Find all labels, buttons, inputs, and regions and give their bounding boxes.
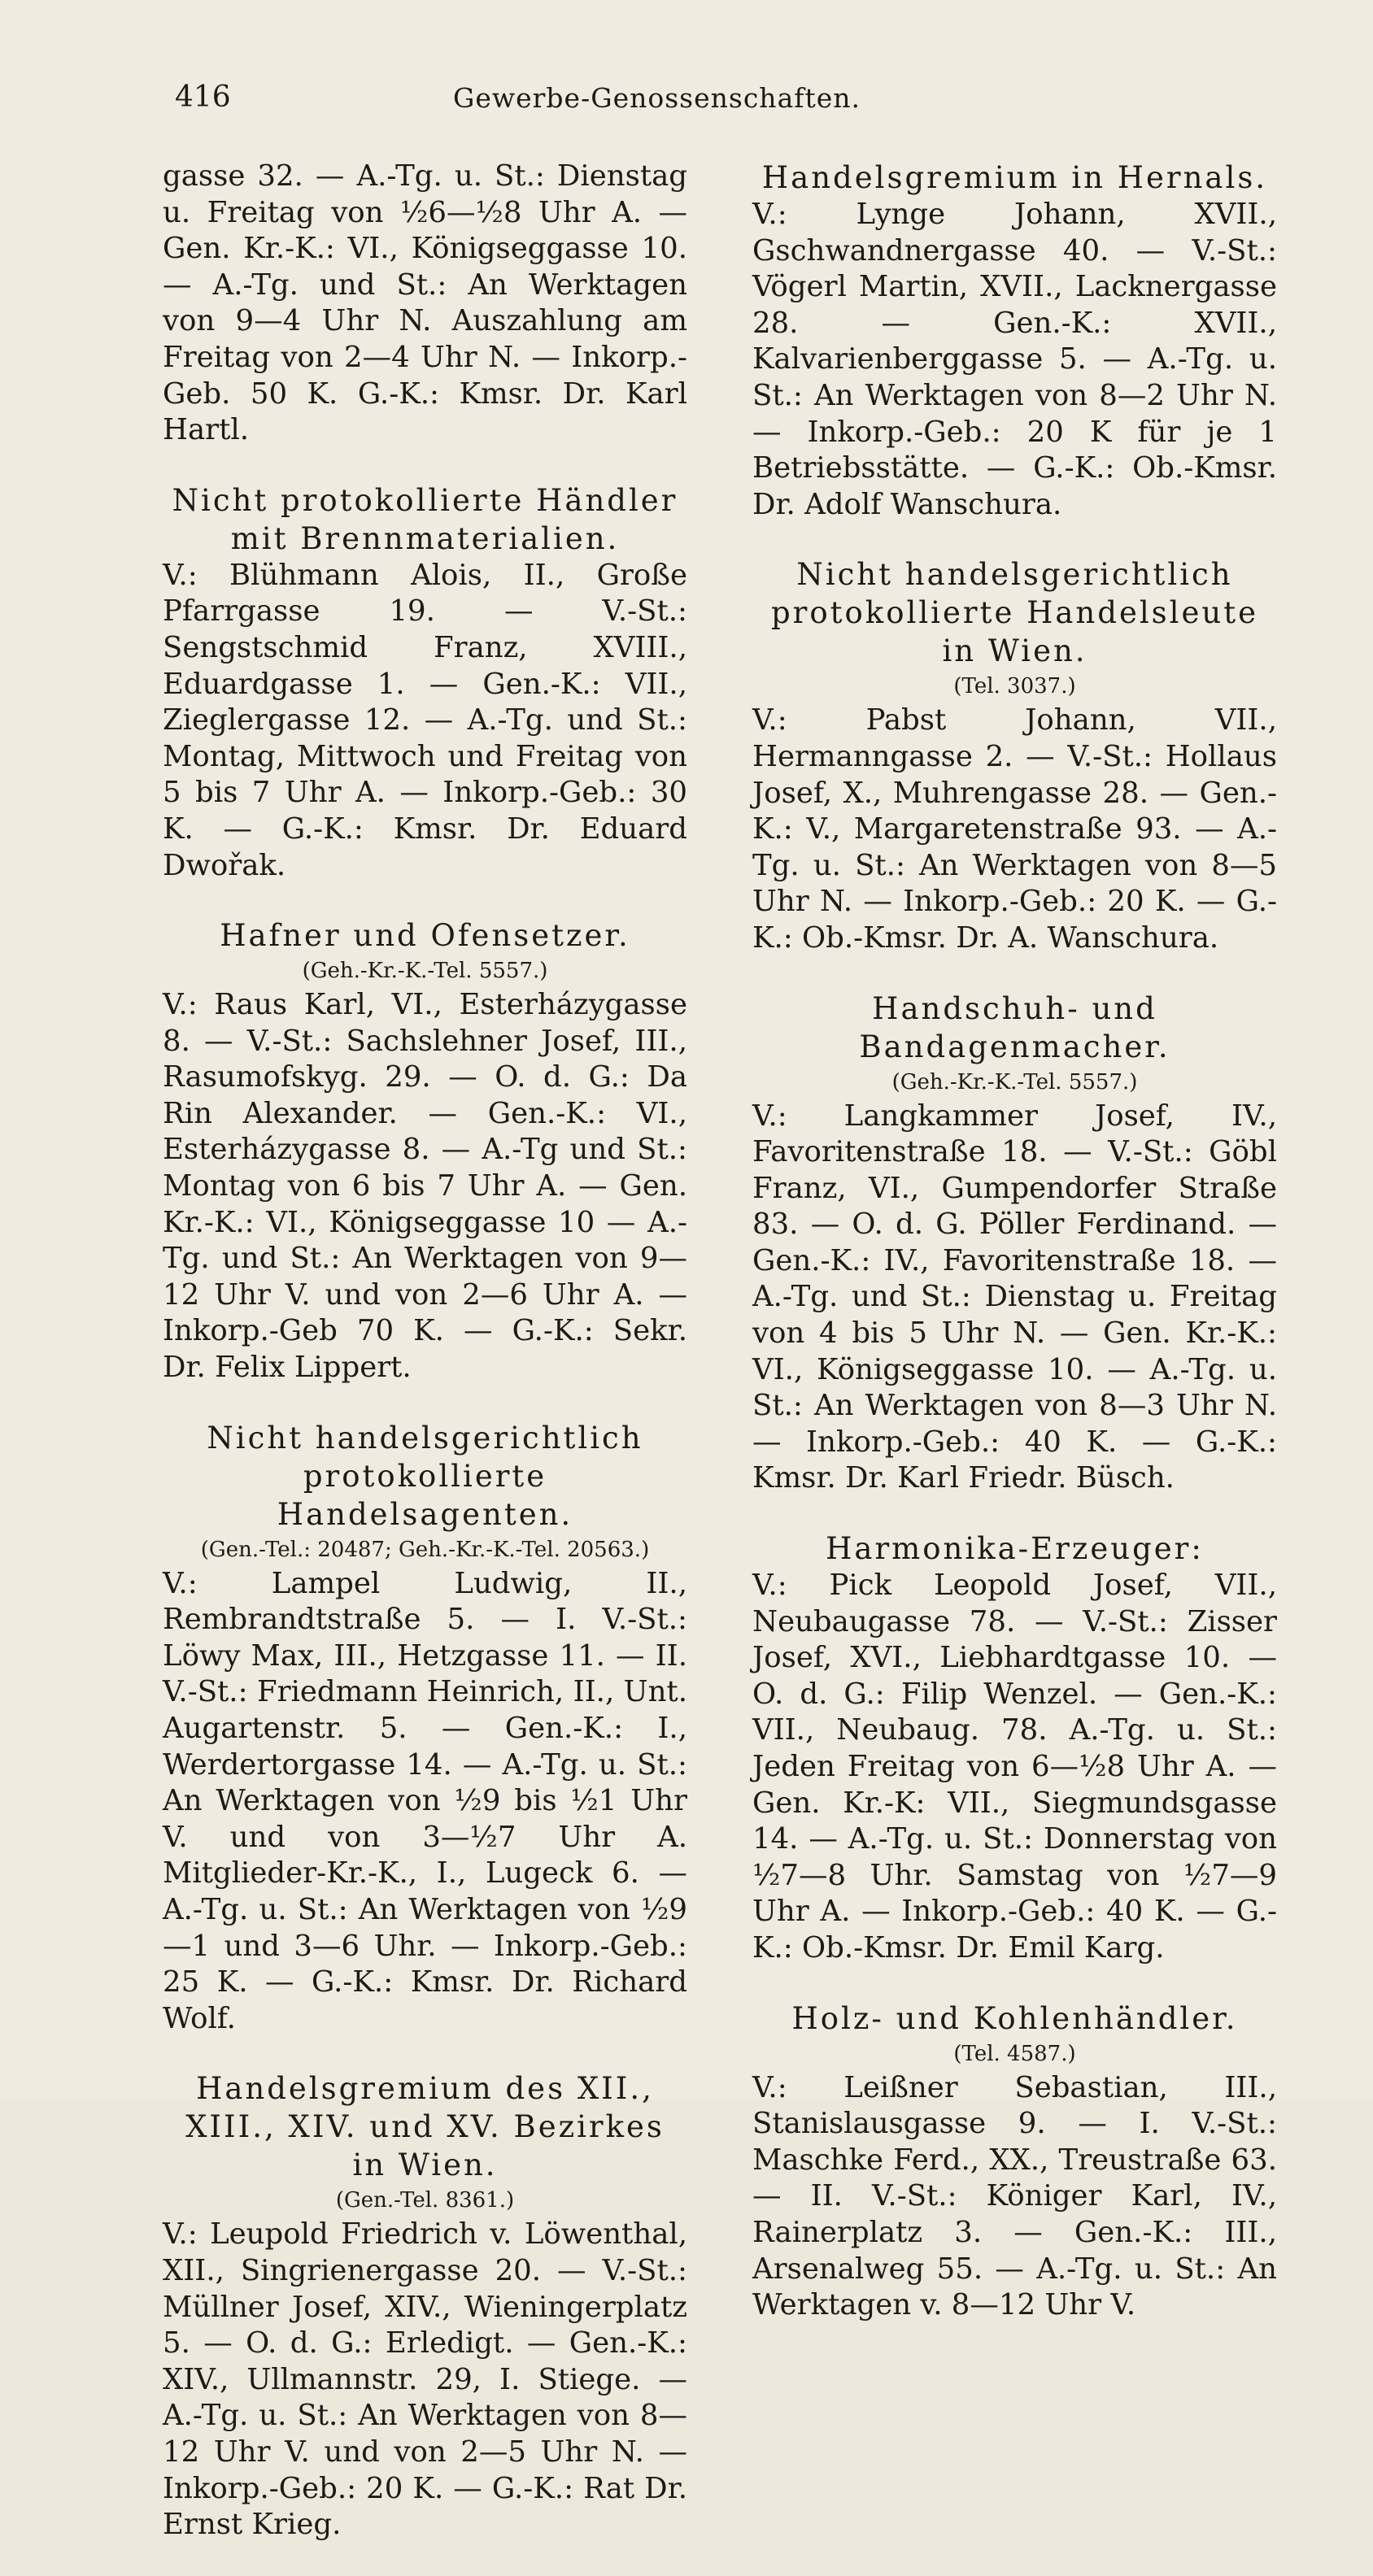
entry-body: V.: Pabst Johann, VII., Hermanngasse 2. — V.-St.: Hollaus Josef, X., Muhrengasse 28. — Gen.-K.: V., Margaretenstraße 93. — A.-Tg. u. St.: An Werktagen von 8—5 Uhr N. — Inkorp.-Geb.: 20 K. — G.-K.: Ob.-Kmsr. Dr. A. Wanschura. (752, 703, 1277, 955)
section-hafner (163, 916, 687, 1386)
section-heading: Nicht handelsgerichtlich protokollierte Handelsagenten. (207, 1420, 643, 1532)
section-heading: Handschuh- und Bandagenmacher. (859, 990, 1170, 1064)
section-heading: Handelsgremium in Hernals. (761, 160, 1268, 195)
telephone-line: (Tel. 4587.) (953, 2041, 1076, 2066)
entry-body: V.: Pick Leopold Josef, VII., Neubaugasse 78. — V.-St.: Zisser Josef, XVI., Liebhardtgasse 10. — O. d. G.: Filip Wenzel. — Gen.-K.: VII., Neubaug. 78. A.-Tg. u. St.: Jeden Freitag von 6—½8 Uhr A. — Gen. Kr.-K: VII., Siegmundsgasse 14. — A.-Tg. u. St.: Donnerstag von ½7—8 Uhr. Samstag von ½7—9 Uhr A. — Inkorp.-Geb.: 40 K. — G.-K.: Ob.-Kmsr. Dr. Emil Karg. (752, 1569, 1277, 1965)
section-heading: Handelsgremium des XII., XIII., XIV. und XV. Bezirkes in Wien. (185, 2071, 665, 2183)
continuation-entry (163, 159, 687, 449)
section-holz-kohlen (752, 1999, 1277, 2324)
page-number: 416 (175, 80, 231, 114)
running-title: Gewerbe-Genossenschaften. (452, 82, 861, 114)
entry-body: V.: Lampel Ludwig, II., Rembrandtstraße 5. — I. V.-St.: Löwy Max, III., Hetzgasse 11. — II. V.-St.: Friedmann Heinrich, II., Unt. Augartenstr. 5. — Gen.-K.: I., Werdertorgasse 14. — A.-Tg. u. St.: An Werktagen von ½9 bis ½1 Uhr V. und von 3—½7 Uhr A. Mitglieder-Kr.-K., I., Lugeck 6. — A.-Tg. u. St.: An Werktagen von ½9—1 und 3—6 Uhr. — Inkorp.-Geb.: 25 K. — G.-K.: Kmsr. Dr. Richard Wolf. (163, 1566, 687, 2035)
section-handelsleute (752, 555, 1277, 956)
section-handschuh (752, 990, 1277, 1498)
entry-body: V.: Leißner Sebastian, III., Stanislausgasse 9. — I. V.-St.: Maschke Ferd., XX., Treustraße 63. — II. V.-St.: Königer Karl, IV., Rainerplatz 3. — Gen.-K.: III., Arsenalweg 55. — A.-Tg. u. St.: An Werktagen v. 8—12 Uhr V. (752, 2070, 1277, 2322)
section-heading: Hafner und Ofensetzer. (220, 918, 630, 954)
telephone-line: (Gen.-Tel.: 20487; Geh.-Kr.-K.-Tel. 20563.) (200, 1537, 650, 1562)
section-handelsgremium-xii (163, 2069, 687, 2543)
section-harmonika (752, 1530, 1277, 1967)
section-heading: Holz- und Kohlenhändler. (791, 2000, 1238, 2036)
section-heading: Harmonika-Erzeuger: (826, 1531, 1204, 1567)
section-heading: Nicht handelsgerichtlich protokollierte Handelsleute in Wien. (771, 557, 1258, 669)
entry-body: V.: Blühmann Alois, II., Große Pfarrgasse 19. — V.-St.: Sengstschmid Franz, XVIII., Eduardgasse 1. — Gen.-K.: VII., Zieglergasse 12. — A.-Tg. und St.: Montag, Mittwoch und Freitag von 5 bis 7 Uhr A. — Inkorp.-Geb.: 30 K. — G.-K.: Kmsr. Dr. Eduard Dwořak. (163, 558, 687, 882)
section-brennmaterialien (163, 481, 687, 884)
telephone-line: (Geh.-Kr.-K.-Tel. 5557.) (891, 1069, 1138, 1094)
telephone-line: (Gen.-Tel. 8361.) (335, 2188, 515, 2213)
section-hernals (752, 159, 1277, 523)
running-header (175, 65, 861, 114)
right-column (752, 159, 1277, 2356)
entry-body: V.: Raus Karl, VI., Esterházygasse 8. — V.-St.: Sachslehner Josef, III., Rasumofskyg. 29. — O. d. G.: Da Rin Alexander. — Gen.-K.: VI., Esterházygasse 8. — A.-Tg und St.: Montag von 6 bis 7 Uhr A. — Gen. Kr.-K.: VI., Königseggasse 10 — A.-Tg. und St.: An Werktagen von 9—12 Uhr V. und von 2—6 Uhr A. — Inkorp.-Geb 70 K. — G.-K.: Sekr. Dr. Felix Lippert. (163, 988, 687, 1385)
entry-body: V.: Leupold Friedrich v. Löwenthal, XII., Singrienergasse 20. — V.-St.: Müllner Josef, XIV., Wieningerplatz 5. — O. d. G.: Erledigt. — Gen.-K.: XIV., Ullmannstr. 29, I. Stiege. — A.-Tg. u. St.: An Werktagen von 8—12 Uhr V. und von 2—5 Uhr N. — Inkorp.-Geb.: 20 K. — G.-K.: Rat Dr. Ernst Krieg. (163, 2217, 687, 2542)
left-column (163, 159, 687, 2576)
entry-body: gasse 32. — A.-Tg. u. St.: Dienstag u. Freitag von ½6—½8 Uhr A. — Gen. Kr.-K.: VI., Königseggasse 10. — A.-Tg. und St.: An Werktagen von 9—4 Uhr N. Auszahlung am Freitag von 2—4 Uhr N. — Inkorp.-Geb. 50 K. G.-K.: Kmsr. Dr. Karl Hartl. (163, 159, 687, 447)
section-handelsagenten (163, 1419, 687, 2038)
telephone-line: (Geh.-Kr.-K.-Tel. 5557.) (302, 959, 548, 984)
telephone-line: (Tel. 3037.) (953, 674, 1076, 699)
entry-body: V.: Langkammer Josef, IV., Favoritenstraße 18. — V.-St.: Göbl Franz, VI., Gumpendorfer Straße 83. — O. d. G. Pöller Ferdinand. — Gen.-K.: IV., Favoritenstraße 18. — A.-Tg. und St.: Dienstag u. Freitag von 4 bis 5 Uhr N. — Gen. Kr.-K.: VI., Königseggasse 10. — A.-Tg. u. St.: An Werktagen von 8—3 Uhr N. — Inkorp.-Geb.: 40 K. — G.-K.: Kmsr. Dr. Karl Friedr. Büsch. (752, 1099, 1277, 1495)
section-heading: Nicht protokollierte Händler mit Brennmaterialien. (172, 482, 678, 556)
entry-body: V.: Lynge Johann, XVII., Gschwandnergasse 40. — V.-St.: Vögerl Martin, XVII., Lacknergasse 28. — Gen.-K.: XVII., Kalvarienberggasse 5. — A.-Tg. u. St.: An Werktagen von 8—2 Uhr N. — Inkorp.-Geb.: 20 K für je 1 Betriebsstätte. — G.-K.: Ob.-Kmsr. Dr. Adolf Wanschura. (752, 198, 1277, 521)
